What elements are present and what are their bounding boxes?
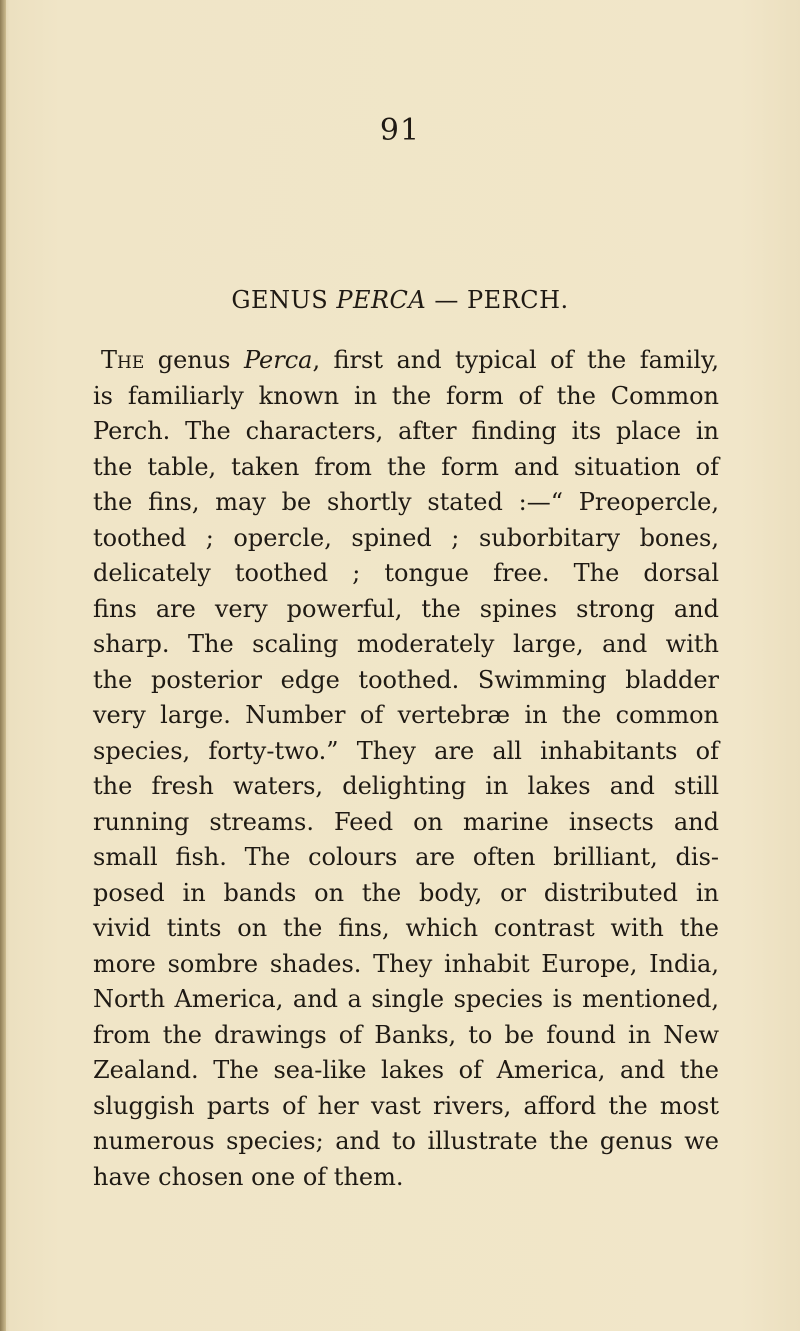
- paragraph-line: [93, 343, 719, 379]
- paragraph-line: Zealand. The sea-like lakes of America, and the: [93, 1056, 719, 1084]
- paragraph-line: numerous species; and to illustrate the genus we: [93, 1127, 719, 1155]
- paragraph-genus-italic: Perca: [243, 346, 313, 374]
- heading-suffix: — PERCH.: [426, 286, 569, 314]
- paragraph-line: small fish. The colours are often brilliant, dis-: [93, 843, 719, 871]
- paragraph-line: sluggish parts of her vast rivers, afford the most: [93, 1091, 719, 1120]
- paragraph-line: have chosen one of them.: [93, 1162, 404, 1191]
- paragraph-line: the table, taken from the form and situation of: [93, 452, 719, 481]
- paragraph-line: running streams. Feed on marine insects and: [93, 807, 719, 836]
- section-heading: [0, 285, 800, 315]
- paragraph-line: Perch. The characters, after finding its place in: [93, 417, 719, 445]
- paragraph-line: from the drawings of Banks, to be found in New: [93, 1020, 719, 1049]
- paragraph-line: the posterior edge toothed. Swimming bladder: [93, 665, 719, 694]
- paragraph-line: toothed ; opercle, spined ; suborbitary bones,: [93, 523, 719, 552]
- heading-prefix: GENUS: [231, 286, 337, 314]
- paragraph-line: vivid tints on the fins, which contrast with the: [93, 914, 719, 942]
- paragraph-line: the fresh waters, delighting in lakes and still: [93, 772, 719, 800]
- paragraph-line: North America, and a single species is mentioned,: [93, 985, 719, 1013]
- paragraph-line-text: genus: [144, 346, 244, 374]
- paragraph-line: very large. Number of vertebræ in the common: [93, 701, 719, 729]
- page-number: 91: [379, 113, 421, 148]
- paragraph-line: species, forty-two.” They are all inhabitants of: [93, 736, 719, 765]
- paragraph-line: more sombre shades. They inhabit Europe, India,: [93, 949, 719, 978]
- body-paragraph: [93, 343, 719, 1195]
- paragraph-first-word: The: [101, 346, 145, 374]
- page-spine-shadow: [0, 0, 6, 1331]
- paragraph-line: delicately toothed ; tongue free. The dorsal: [93, 559, 719, 587]
- paragraph-line: fins are very powerful, the spines strong and: [93, 594, 719, 623]
- paragraph-line-text: , first and typical of the family,: [312, 346, 720, 374]
- heading-genus-name: PERCA: [336, 286, 427, 314]
- paragraph-line: is familiarly known in the form of the Common: [93, 381, 719, 410]
- paragraph-line: sharp. The scaling moderately large, and with: [93, 630, 719, 658]
- paragraph-line: the fins, may be shortly stated :—“ Preopercle,: [93, 488, 719, 516]
- paragraph-line: posed in bands on the body, or distributed in: [93, 878, 719, 907]
